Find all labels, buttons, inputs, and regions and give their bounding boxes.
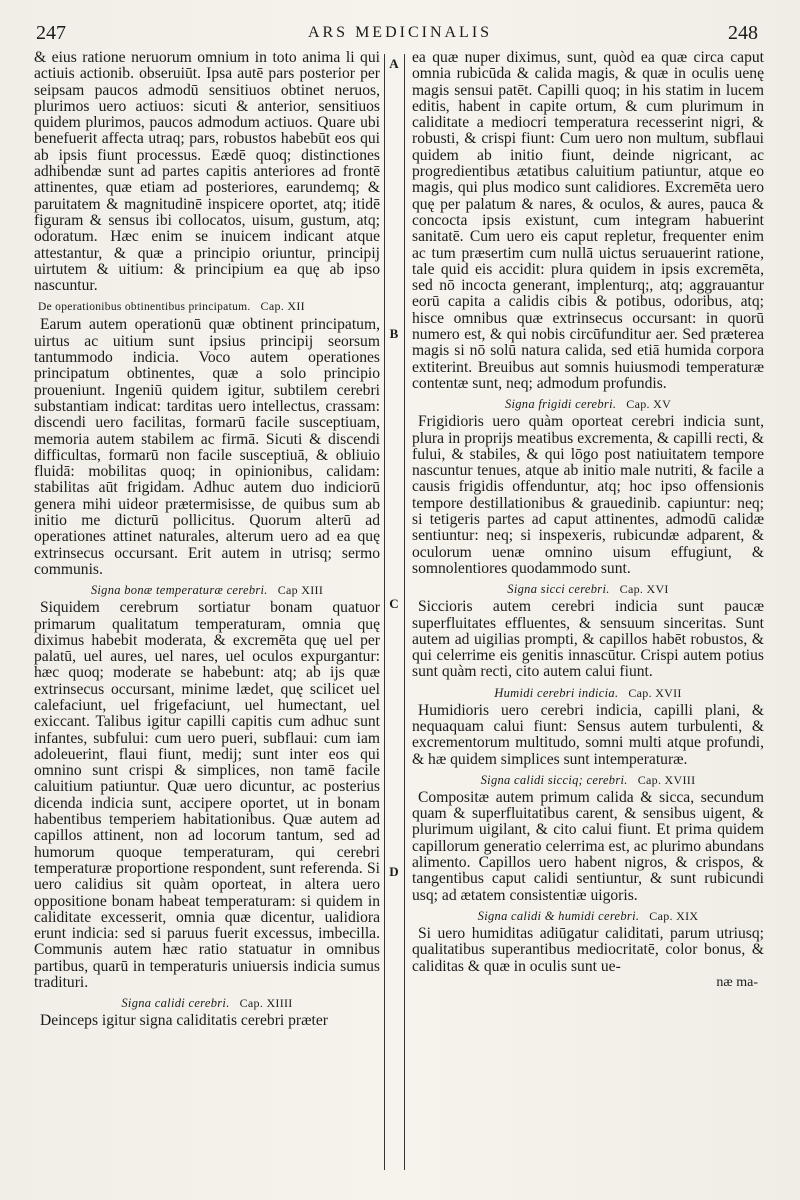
margin-letter-d: D [389,864,399,879]
chapter-title: Signa bonæ temperaturæ cerebri. [90,583,268,598]
chapter-heading-xii [34,298,380,315]
left-column [34,50,380,1190]
chapter-title: Signa calidi sicciq; cerebri. [480,772,628,787]
chapter-number: Cap. XVIII [637,772,696,787]
chapter-number: Cap XIII [277,583,324,598]
right-paragraph-2: Frigidioris uero quàm oporteat cerebri indicia sunt, plura in proprijs meatibus excrementa, & capilli recti, & fului, & stabiles, & qui lōgo post natiuitatem tempore nascuntur tenues, atque ab initio male nutriti, & facile a causis frigidis offenduntur, atq; hoc ipso offensionis tempore destillationibus & grauedinib. capiuntur: neq; si tetigeris partes ad caput attinentes, admodū calidæ sentiuntur: neq; si inspexeris, rubicundæ adparent, & oculorum uenæ omnino uisum effugiunt, & somnolentiores quodammodo sunt. [412,413,764,577]
left-paragraph-4: Deinceps igitur signa caliditatis cerebri præter [40,1012,328,1030]
left-paragraph-2: Earum autem operationū quæ obtinent principatum, uirtus ac uitium sunt ipsius principij seorsum tantummodo indicia. Voco autem operationes principatum obtinentes, quæ a solo principio proueniunt. Ingeniū quidem igitur, subtilem cerebri substantiam indicat: tarditas uero intellectus, crassam: discendi uero facilitas, formarū facile susceptiuam, memoria autem stabilem ac firmā. Sicuti & discendi difficultas, formarū non facile susceptiuā, & obliuio fluidā: mobilitas quoq; in opinionibus, calidam: stabilitas aūt frigidam. Adhuc autem duo indiciorū genera mihi uideor prætermisisse, de quibus sum ab initio me dicturū pollicitus. Quorum alterū ad operationes attinet naturales, alterum uero ad ea quę extrinsecus occursant. Erit autem in utrisq; sermo communis. [34,316,380,578]
chapter-title: Signa calidi & humidi cerebri. [477,908,640,923]
chapter-title: Humidi cerebri indicia. [494,685,619,700]
running-head [30,22,770,48]
left-paragraph-3: Siquidem cerebrum sortiatur bonam quatuor primarum qualitatum temperaturam, omnia quę diximus habebit moderata, & excremēta quę uel per palatū, uel aures, uel nares, uel oculos expurgantur: hæc quoq; moderate se habebunt: atq; ab ijs quæ extrinsecus occursant, minime lædet, quę scilicet uel calefaciunt, uel frigefaciunt, uel humectant, uel exiccant. Talibus igitur capilli capitis cum adhuc sunt infantes, subfului: cum uero pueri, subflaui: cum iam adoleuerint, flaui fiunt, medij; sunt inter eos qui omnino sunt crispi & simplices, non tamē facile caluitium patiuntur. Quæ uero dicuntur, ac posterius dicenda indicia sunt, accipere oportet, ut in bonam habentibus temperiem habitationibus. Quæ autem ad capillos attinent, non ad locorum tantum, sed ad humorum quoque temperaturam, qui cerebri temperaturæ proportione respondent, sunt referenda. Si uero calidius sit quàm oporteat, in altera uero oppositione bonam habeat temperaturam: si quidem in caliditate excesserit, omnia quæ dicentur, ualidiora erunt indicia: sed si paruus fuerit excessus, imbecilla. Communis autem hæc ratio statuatur in omnibus partibus, quarū in temperaturis uniuersis indicia sumus tradituri. [34,599,380,992]
chapter-heading-xiiii [34,995,380,1011]
chapter-heading-xix [412,908,764,924]
chapter-heading-xvi [412,581,764,597]
chapter-title: Signa calidi cerebri. [121,996,230,1011]
chapter-title: Signa sicci cerebri. [507,582,610,597]
catchword: næ ma- [716,974,758,990]
column-rule-left [384,54,385,1170]
chapter-heading-xiii [34,582,380,598]
chapter-number: Cap. XVI [619,582,669,597]
book-title: ARS MEDICINALIS [307,24,493,41]
chapter-number: Cap. XVII [628,685,682,700]
right-paragraph-1: ea quæ nuper diximus, sunt, quòd ea quæ circa caput omnia rubicūda & calida magis, & quæ in oculis uenę magis sensui patēt. Capilli quoq; in his statim in lucem editis, habent in capite ortum, & cum plurimum in caliditate a mediocri temperatura recesserint nigri, & robusti, & crispi fiunt: Cum uero non multum, subflaui quidem ab initio fiunt, deinde nigricant, ac progredientibus ætatibus caluitium patiuntur, atque eo magis, qui plus modico sunt calidiores. Excremēta uero quę per palatum & nares, & oculos, & aures, pauca & concocta ipsis existunt, cum integram habuerint sanitatē. Cum uero eis caput repletur, frequenter enim ac tum præsertim cum nullā uictus seruauerint ratione, tale quid eis accidit: plura quidem in ipsis excremēta, sed nō incocta generant, implenturq;, atq; aggrauantur eorū capita a calidis cibis & potibus, odoribus, atq; hisce omnibus quæ extrinsecus occursant: in quorū numero est, & qui nobis circūfunditur aer. Sed præterea magis si nō solū natura calida, sed etiā humida corpora extiterint. Breuibus aut somnis huiusmodi temperaturæ contentæ sunt, neq; admodum profundis. [412,50,764,392]
right-paragraph-4: Humidioris uero cerebri indicia, capilli plani, & nequaquam calui fiunt: Sensus autem turbulenti, & excrementorum multitudo, somni multi atque profundi, & hæ quidem simplices sunt intemperaturæ. [412,701,764,768]
right-paragraph-5: Compositæ autem primum calida & sicca, secundum quam & superfluitatibus carent, & sensibus uigent, & plurimum uigilant, & cito calui fiunt. Et prima quidem capillorum generatio celerrima est, ac plurimo abundans alimento. Capillos uero habent nigros, & crispos, & tangentibus caput calidi sentiuntur, & sunt rubicundi usq; ad ætatem consistentiæ uigoris. [412,788,764,904]
chapter-title: Signa frigidi cerebri. [504,397,617,412]
chapter-heading-xv [412,396,764,412]
page-number-right: 248 [728,22,758,44]
page-number-left: 247 [36,22,66,44]
chapter-number: Cap. XIX [649,908,699,923]
right-paragraph-6: Si uero humiditas adiūgatur caliditati, parum utriusq; qualitatibus superantibus mediocritatē, color bonus, & caliditas & quæ in oculis sunt ue- [412,924,764,975]
chapter-number: Cap. XIIII [239,996,293,1011]
chapter-number: Cap. XII [260,299,305,314]
margin-letter-c: C [389,596,399,611]
margin-letter-b: B [389,326,399,341]
right-column [412,50,764,1190]
chapter-number: Cap. XV [626,397,672,412]
chapter-title: De operationibus obtinentibus principatum. [38,301,251,314]
left-paragraph-1: & eius ratione neruorum omnium in toto anima li qui actiuis actionib. obseruiūt. Ipsa autē pars posterior per seipsam paucos admodū sensitiuos obtinet neruos, plurimos uero actiuos: sicuti & anterior, sensitiuos quidem plurimos, paucos admodum actiuos. Quare ubi benefuerit affecta utraq; pars, robustos habebūt eos qui ab ipsis fiunt processus. Eædē quoq; distinctiones adhibendæ sunt ad partes capitis anteriores ad frontē attinentes, quæ etiam ad posteriores, earundemq; & paruitatem & magnitudinē inspicere oportet, atq; itidē figuram & sensus ibi collocatos, uisum, gustum, atq; odoratum. Hæc enim se inuicem indicant atque attestantur, & quæ a principio oriuntur, principij uirtutem & uitium: & principium ea quę ab ipso nascuntur. [34,50,380,295]
margin-letter-a: A [389,56,399,71]
chapter-heading-xvii [412,685,764,701]
chapter-heading-xviii [412,772,764,788]
right-paragraph-3: Siccioris autem cerebri indicia sunt paucæ superfluitates effluentes, & sensuum sinceritas. Sunt autem ad uigilias prompti, & capillos habēt robustos, & qui celerrime eis genitis innascūtur. Crispi autem potius sunt quàm recti, cito autem calui fiunt. [412,598,764,681]
column-rule-right [404,54,405,1170]
